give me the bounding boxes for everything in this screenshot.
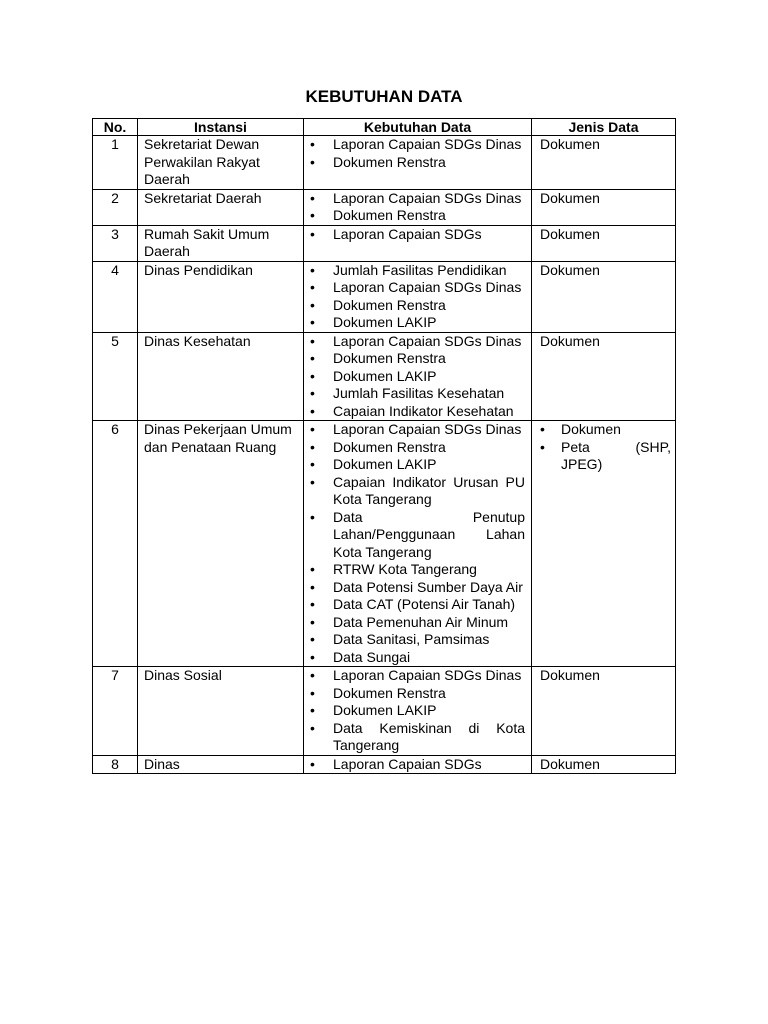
kebutuhan-data-item: • Jumlah Fasilitas Pendidikan: [307, 262, 525, 280]
row-number: 6: [93, 421, 138, 667]
kebutuhan-data-item: • Dokumen Renstra: [307, 685, 525, 703]
header-kebutuhan-data: Kebutuhan Data: [304, 119, 532, 136]
kebutuhan-data-list: [307, 756, 525, 774]
jenis-data-list: [540, 421, 671, 474]
kebutuhan-data-item: • Dokumen LAKIP: [307, 456, 525, 474]
jenis-data-cell: [532, 189, 676, 225]
jenis-data-cell: [532, 136, 676, 190]
kebutuhan-data-list: [307, 262, 525, 332]
kebutuhan-data-item: • Dokumen LAKIP: [307, 368, 525, 386]
instansi-cell: Dinas Kesehatan: [138, 332, 304, 421]
kebutuhan-data-item: • Dokumen Renstra: [307, 439, 525, 457]
jenis-data-item: Dokumen: [540, 332, 600, 349]
row-number: 4: [93, 261, 138, 332]
kebutuhan-data-cell: [304, 667, 532, 756]
instansi-cell: Dinas Pekerjaan Umum dan Penataan Ruang: [138, 421, 304, 667]
kebutuhan-data-cell: [304, 136, 532, 190]
table-row: [93, 667, 676, 756]
kebutuhan-data-list: [307, 421, 525, 666]
kebutuhan-data-list: [307, 667, 525, 755]
kebutuhan-data-item: • Dokumen LAKIP: [307, 314, 525, 332]
kebutuhan-data-cell: [304, 225, 532, 261]
instansi-cell: Dinas Pendidikan: [138, 261, 304, 332]
kebutuhan-data-item: • Laporan Capaian SDGs: [307, 756, 525, 774]
jenis-data-item: • Dokumen: [540, 421, 671, 439]
jenis-data-cell: [532, 667, 676, 756]
table-header-row: [93, 119, 676, 136]
jenis-data-item: Dokumen: [540, 667, 600, 683]
kebutuhan-data-item: • Data Sanitasi, Pamsimas: [307, 631, 525, 649]
kebutuhan-data-item: • Laporan Capaian SDGs Dinas: [307, 333, 525, 351]
instansi-cell: Sekretariat Dewan Perwakilan Rakyat Daerah: [138, 136, 304, 190]
kebutuhan-data-item: • Laporan Capaian SDGs Dinas: [307, 421, 525, 439]
header-jenis-data: Jenis Data: [532, 119, 676, 136]
instansi-cell: Dinas: [138, 755, 304, 774]
row-number: 7: [93, 667, 138, 756]
page-title: KEBUTUHAN DATA: [305, 87, 463, 106]
kebutuhan-data-cell: [304, 261, 532, 332]
table-row: [93, 225, 676, 261]
data-needs-table: [92, 118, 676, 774]
kebutuhan-data-item: • Laporan Capaian SDGs Dinas: [307, 136, 525, 154]
kebutuhan-data-list: [307, 226, 525, 244]
table-row: [93, 332, 676, 421]
row-number: 8: [93, 755, 138, 774]
kebutuhan-data-item: • Dokumen Renstra: [307, 297, 525, 315]
kebutuhan-data-item: • Dokumen LAKIP: [307, 702, 525, 720]
kebutuhan-data-item: • Dokumen Renstra: [307, 350, 525, 368]
jenis-data-item: Dokumen: [540, 136, 600, 152]
jenis-data-item: Dokumen: [540, 189, 600, 206]
kebutuhan-data-item: • Data Penutup Lahan/Penggunaan Lahan Kota Tangerang: [307, 509, 525, 562]
jenis-data-item: Dokumen: [540, 755, 600, 772]
row-number: 5: [93, 332, 138, 421]
jenis-data-item: Dokumen: [540, 261, 600, 278]
kebutuhan-data-list: [307, 136, 525, 171]
table-row: [93, 261, 676, 332]
kebutuhan-data-item: • Capaian Indikator Urusan PU Kota Tangerang: [307, 474, 525, 509]
table-row: [93, 136, 676, 190]
kebutuhan-data-item: • Laporan Capaian SDGs Dinas: [307, 279, 525, 297]
instansi-cell: Dinas Sosial: [138, 667, 304, 756]
kebutuhan-data-item: • Capaian Indikator Kesehatan: [307, 403, 525, 421]
kebutuhan-data-item: • Laporan Capaian SDGs Dinas: [307, 190, 525, 208]
header-instansi: Instansi: [138, 119, 304, 136]
kebutuhan-data-item: • Jumlah Fasilitas Kesehatan: [307, 385, 525, 403]
kebutuhan-data-item: • Laporan Capaian SDGs: [307, 226, 525, 244]
jenis-data-cell: [532, 755, 676, 774]
kebutuhan-data-list: [307, 333, 525, 421]
table-row: [93, 189, 676, 225]
row-number: 2: [93, 189, 138, 225]
kebutuhan-data-cell: [304, 189, 532, 225]
instansi-cell: Sekretariat Daerah: [138, 189, 304, 225]
row-number: 3: [93, 225, 138, 261]
header-no: No.: [93, 119, 138, 136]
kebutuhan-data-item: • Laporan Capaian SDGs Dinas: [307, 667, 525, 685]
row-number: 1: [93, 136, 138, 190]
kebutuhan-data-item: • Data Kemiskinan di Kota Tangerang: [307, 720, 525, 755]
table-row: [93, 421, 676, 667]
instansi-cell: Rumah Sakit Umum Daerah: [138, 225, 304, 261]
jenis-data-cell: [532, 421, 676, 667]
jenis-data-cell: [532, 332, 676, 421]
jenis-data-cell: [532, 225, 676, 261]
kebutuhan-data-item: • Data Pemenuhan Air Minum: [307, 614, 525, 632]
kebutuhan-data-item: • Data CAT (Potensi Air Tanah): [307, 596, 525, 614]
kebutuhan-data-list: [307, 190, 525, 225]
kebutuhan-data-cell: [304, 421, 532, 667]
kebutuhan-data-cell: [304, 332, 532, 421]
kebutuhan-data-item: • Data Potensi Sumber Daya Air: [307, 579, 525, 597]
kebutuhan-data-item: • RTRW Kota Tangerang: [307, 561, 525, 579]
kebutuhan-data-item: • Data Sungai: [307, 649, 525, 667]
kebutuhan-data-item: • Dokumen Renstra: [307, 207, 525, 225]
jenis-data-item: • Peta (SHP, JPEG): [540, 439, 671, 474]
table-row: [93, 755, 676, 774]
table-body: [93, 136, 676, 774]
kebutuhan-data-item: • Dokumen Renstra: [307, 154, 525, 172]
kebutuhan-data-cell: [304, 755, 532, 774]
jenis-data-cell: [532, 261, 676, 332]
jenis-data-item: Dokumen: [540, 225, 600, 242]
